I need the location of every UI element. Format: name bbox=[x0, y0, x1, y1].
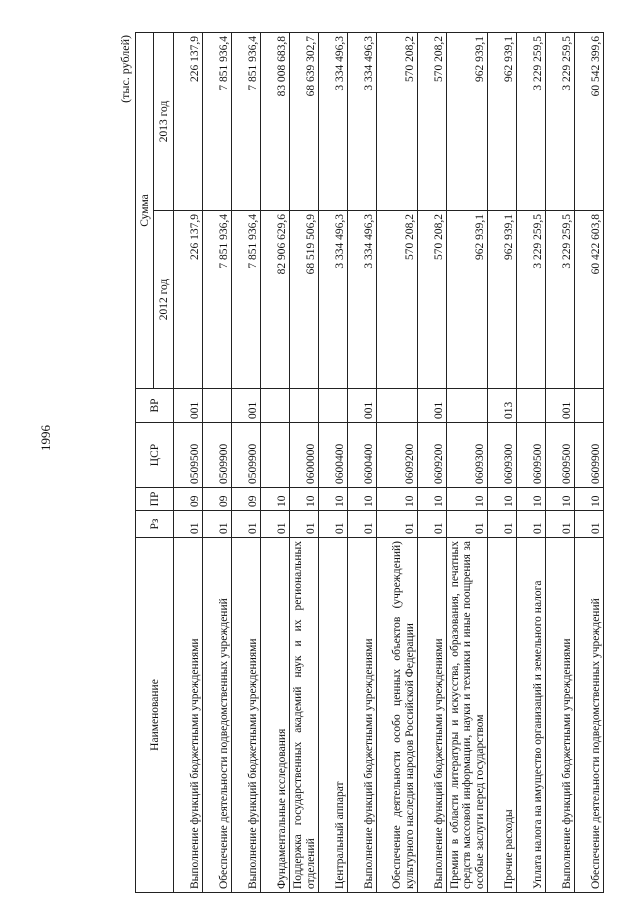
row-pr: 10 bbox=[348, 488, 377, 511]
row-vr bbox=[319, 389, 348, 423]
row-2012: 962 939,1 bbox=[447, 211, 488, 389]
row-csr: 0600000 bbox=[290, 423, 319, 488]
row-2013: 68 639 302,7 bbox=[290, 32, 319, 210]
row-2012: 226 137,9 bbox=[174, 211, 203, 389]
row-2012: 68 519 506,9 bbox=[290, 211, 319, 389]
row-2012: 570 208,2 bbox=[418, 211, 447, 389]
row-pr: 10 bbox=[546, 488, 575, 511]
row-vr: 001 bbox=[174, 389, 203, 423]
row-name: Поддержка государственных академий наук и их региональных отделений bbox=[290, 538, 319, 893]
row-vr bbox=[261, 389, 290, 423]
rotated-page-content bbox=[118, 33, 610, 893]
row-rz: 01 bbox=[261, 511, 290, 538]
row-2013: 3 334 496,3 bbox=[319, 32, 348, 210]
row-pr: 09 bbox=[232, 488, 261, 511]
table-row bbox=[290, 32, 319, 892]
row-vr bbox=[290, 389, 319, 423]
row-vr: 001 bbox=[546, 389, 575, 423]
row-csr: 0609200 bbox=[377, 423, 418, 488]
row-2013: 3 334 496,3 bbox=[348, 32, 377, 210]
row-pr: 10 bbox=[319, 488, 348, 511]
page-number: 1996 bbox=[38, 425, 53, 451]
row-rz: 01 bbox=[377, 511, 418, 538]
row-2012: 60 422 603,8 bbox=[575, 211, 604, 389]
table-row bbox=[418, 32, 447, 892]
row-rz: 01 bbox=[488, 511, 517, 538]
table-row bbox=[488, 32, 517, 892]
header-name: Наименование bbox=[136, 538, 174, 893]
table-row bbox=[575, 32, 604, 892]
row-vr: 001 bbox=[232, 389, 261, 423]
header-pr: ПР bbox=[136, 488, 174, 511]
budget-table bbox=[135, 32, 604, 893]
table-row bbox=[319, 32, 348, 892]
row-csr: 0609500 bbox=[546, 423, 575, 488]
row-pr: 10 bbox=[418, 488, 447, 511]
row-pr: 09 bbox=[203, 488, 232, 511]
row-name: Центральный аппарат bbox=[319, 538, 348, 893]
row-csr: 0509900 bbox=[232, 423, 261, 488]
row-2012: 3 229 259,5 bbox=[517, 211, 546, 389]
header-2013: 2013 год bbox=[154, 32, 174, 210]
row-name: Премии в области литературы и искусства, образования, печатных средств массовой информации, науки и техники и иные поощрения за особые заслуги перед государством bbox=[447, 538, 488, 893]
table-row bbox=[447, 32, 488, 892]
row-rz: 01 bbox=[447, 511, 488, 538]
row-2012: 570 208,2 bbox=[377, 211, 418, 389]
row-rz: 01 bbox=[203, 511, 232, 538]
row-pr: 09 bbox=[174, 488, 203, 511]
header-rz: Рз bbox=[136, 511, 174, 538]
row-pr: 10 bbox=[290, 488, 319, 511]
row-vr bbox=[203, 389, 232, 423]
row-pr: 10 bbox=[575, 488, 604, 511]
row-rz: 01 bbox=[546, 511, 575, 538]
row-pr: 10 bbox=[377, 488, 418, 511]
row-vr bbox=[377, 389, 418, 423]
row-2012: 82 906 629,6 bbox=[261, 211, 290, 389]
row-2013: 570 208,2 bbox=[418, 32, 447, 210]
row-csr bbox=[261, 423, 290, 488]
row-2013: 226 137,9 bbox=[174, 32, 203, 210]
header-2012: 2012 год bbox=[154, 211, 174, 389]
row-csr: 0609300 bbox=[447, 423, 488, 488]
row-vr bbox=[447, 389, 488, 423]
unit-label: (тыс. рублей) bbox=[118, 35, 132, 103]
row-rz: 01 bbox=[290, 511, 319, 538]
row-2013: 570 208,2 bbox=[377, 32, 418, 210]
row-rz: 01 bbox=[174, 511, 203, 538]
row-2013: 3 229 259,5 bbox=[517, 32, 546, 210]
row-2012: 7 851 936,4 bbox=[203, 211, 232, 389]
row-name: Уплата налога на имущество организаций и земельного налога bbox=[517, 538, 546, 893]
row-csr: 0600400 bbox=[319, 423, 348, 488]
row-pr: 10 bbox=[447, 488, 488, 511]
row-2013: 3 229 259,5 bbox=[546, 32, 575, 210]
row-2013: 7 851 936,4 bbox=[203, 32, 232, 210]
row-vr bbox=[575, 389, 604, 423]
row-pr: 10 bbox=[517, 488, 546, 511]
row-2012: 3 334 496,3 bbox=[348, 211, 377, 389]
row-2012: 3 229 259,5 bbox=[546, 211, 575, 389]
row-csr: 0509500 bbox=[174, 423, 203, 488]
row-csr: 0600400 bbox=[348, 423, 377, 488]
table-row bbox=[377, 32, 418, 892]
row-csr: 0609200 bbox=[418, 423, 447, 488]
row-csr: 0609300 bbox=[488, 423, 517, 488]
row-name: Фундаментальные исследования bbox=[261, 538, 290, 893]
row-2012: 3 334 496,3 bbox=[319, 211, 348, 389]
row-name: Обеспечение деятельности подведомственных учреждений bbox=[575, 538, 604, 893]
row-2012: 7 851 936,4 bbox=[232, 211, 261, 389]
row-name: Обеспечение деятельности подведомственных учреждений bbox=[203, 538, 232, 893]
row-rz: 01 bbox=[575, 511, 604, 538]
row-2013: 60 542 399,6 bbox=[575, 32, 604, 210]
table-row bbox=[348, 32, 377, 892]
row-name: Выполнение функций бюджетными учреждениями bbox=[546, 538, 575, 893]
row-name: Прочие расходы bbox=[488, 538, 517, 893]
row-name: Выполнение функций бюджетными учреждениями bbox=[232, 538, 261, 893]
table-row bbox=[261, 32, 290, 892]
row-2013: 7 851 936,4 bbox=[232, 32, 261, 210]
table-row bbox=[517, 32, 546, 892]
row-2012: 962 939,1 bbox=[488, 211, 517, 389]
row-rz: 01 bbox=[517, 511, 546, 538]
row-2013: 962 939,1 bbox=[488, 32, 517, 210]
row-2013: 83 008 683,8 bbox=[261, 32, 290, 210]
row-rz: 01 bbox=[418, 511, 447, 538]
table-row bbox=[174, 32, 203, 892]
row-csr: 0609500 bbox=[517, 423, 546, 488]
table-row bbox=[546, 32, 575, 892]
row-pr: 10 bbox=[261, 488, 290, 511]
table-row bbox=[232, 32, 261, 892]
row-name: Выполнение функций бюджетными учреждениями bbox=[418, 538, 447, 893]
table-row bbox=[203, 32, 232, 892]
row-csr: 0609900 bbox=[575, 423, 604, 488]
row-vr: 013 bbox=[488, 389, 517, 423]
row-vr bbox=[517, 389, 546, 423]
row-name: Выполнение функций бюджетными учреждениями bbox=[348, 538, 377, 893]
header-sum: Сумма bbox=[136, 32, 154, 388]
row-csr: 0509900 bbox=[203, 423, 232, 488]
row-name: Обеспечение деятельности особо ценных объектов (учреждений) культурного наследия народов Российской Федерации bbox=[377, 538, 418, 893]
row-rz: 01 bbox=[348, 511, 377, 538]
row-pr: 10 bbox=[488, 488, 517, 511]
header-csr: ЦСР bbox=[136, 423, 174, 488]
row-rz: 01 bbox=[232, 511, 261, 538]
header-vr: ВР bbox=[136, 389, 174, 423]
row-vr: 001 bbox=[418, 389, 447, 423]
row-rz: 01 bbox=[319, 511, 348, 538]
row-2013: 962 939,1 bbox=[447, 32, 488, 210]
row-vr: 001 bbox=[348, 389, 377, 423]
row-name: Выполнение функций бюджетными учреждениями bbox=[174, 538, 203, 893]
